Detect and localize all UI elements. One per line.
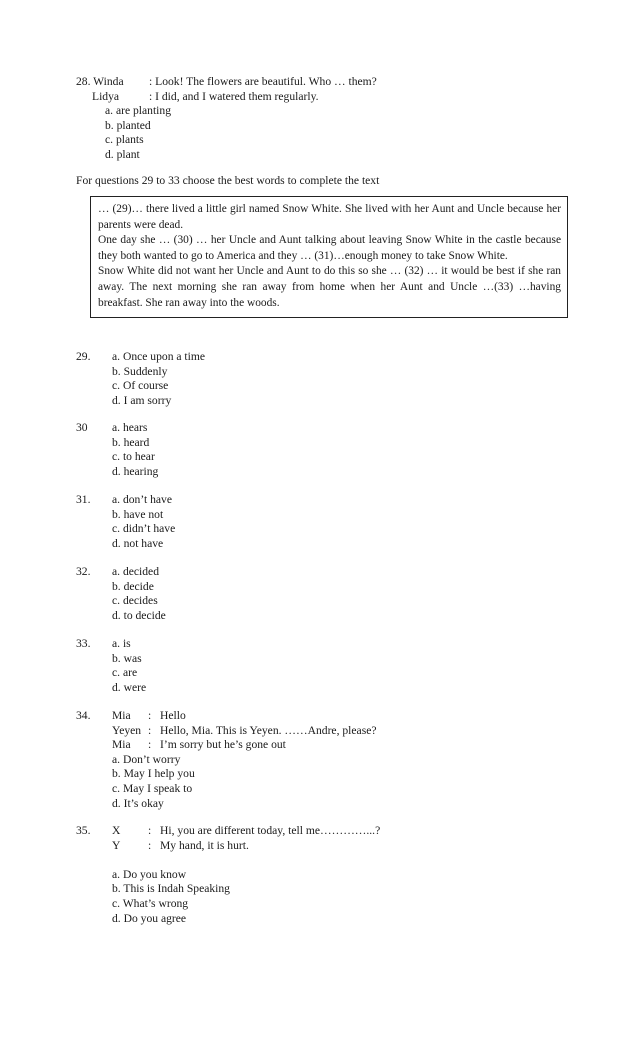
question-number: 31. (76, 493, 91, 506)
passage-paragraph: … (29)… there lived a little girl named Snow White. She lived with her Aunt and Uncle because her parents were dead. (98, 203, 561, 231)
dialogue-line: Y : My hand, it is hurt. (112, 838, 249, 852)
question-body (112, 709, 377, 811)
answer-options (112, 637, 146, 695)
dialogue-line (76, 75, 377, 90)
answer-option: b. was (112, 651, 142, 665)
speaker-name: Lidya (92, 89, 120, 103)
answer-options (112, 350, 205, 408)
question-28 (76, 75, 377, 163)
answer-option: d. not have (112, 536, 164, 550)
answer-options (112, 565, 166, 623)
answer-option: b. have not (112, 507, 164, 521)
spacer (112, 853, 380, 868)
answer-options (112, 493, 175, 551)
answer-option: b. planted (105, 118, 151, 132)
question-number: 32. (76, 565, 91, 578)
passage-paragraph: One day she … (30) … her Uncle and Aunt talking about leaving Snow White in the castle because they both wanted to go to America and they … (31)…enough money to take Snow White. (98, 234, 561, 262)
passage-paragraph: Snow White did not want her Uncle and Aunt to do this so she … (32) … it would be best if she ran away. The next morning she ran away from home when her Aunt and Uncle …(33) …having breakfast. She ran away into the woods. (98, 265, 561, 309)
answer-option: d. I am sorry (112, 393, 172, 407)
answer-option: c. decides (112, 594, 158, 608)
instruction-text: For questions 29 to 33 choose the best words to complete the text (76, 174, 380, 187)
answer-option: d. Do you agree (112, 911, 187, 925)
answer-option: d. hearing (112, 464, 159, 478)
question-number: 29. (76, 350, 91, 363)
answer-option: d. were (112, 680, 147, 694)
answer-options (112, 421, 158, 479)
question-number: 33. (76, 637, 91, 650)
dialogue-text: : Look! The flowers are beautiful. Who … them? (149, 75, 377, 88)
answer-option: b. This is Indah Speaking (112, 882, 230, 896)
answer-option: c. What’s wrong (112, 896, 189, 910)
dialogue-line: Mia : I’m sorry but he’s gone out (112, 738, 286, 752)
speaker-name: Mia (112, 709, 131, 722)
question-number: 34. (76, 709, 91, 722)
answer-option: c. plants (105, 133, 144, 147)
answer-option: d. to decide (112, 608, 166, 622)
answer-option: a. Don’t worry (112, 752, 181, 766)
speaker-name: 28. Winda (76, 75, 124, 88)
answer-option: a. are planting (105, 104, 171, 118)
answer-option: d. plant (105, 147, 140, 161)
dialogue-line: Mia : Hello (112, 709, 186, 722)
answer-option: b. May I help you (112, 767, 195, 781)
speaker-name: Yeyen (112, 723, 142, 737)
answer-option: c. May I speak to (112, 781, 193, 795)
dialogue-text: Hello, Mia. This is Yeyen. ……Andre, please? (160, 723, 377, 737)
answer-option: b. heard (112, 435, 150, 449)
dialogue-text: : I did, and I watered them regularly. (149, 89, 319, 103)
answer-option: a. is (112, 637, 131, 650)
dialogue-text: My hand, it is hurt. (160, 838, 249, 852)
dialogue-text: I’m sorry but he’s gone out (160, 738, 286, 752)
answer-option: c. are (112, 666, 138, 680)
answer-option: d. It’s okay (112, 796, 164, 810)
answer-option: a. Do you know (112, 867, 187, 881)
answer-option: a. decided (112, 565, 159, 578)
answer-option: a. hears (112, 421, 148, 434)
answer-option: c. to hear (112, 450, 155, 464)
speaker-name: Mia (112, 738, 131, 752)
dialogue-line: X : Hi, you are different today, tell me…………...? (112, 824, 381, 837)
answer-option: a. Once upon a time (112, 350, 206, 363)
dialogue-line: Yeyen : Hello, Mia. This is Yeyen. ……Andre, please? (112, 723, 377, 737)
speaker-name: X (112, 824, 121, 837)
answer-option: b. Suddenly (112, 364, 168, 378)
dialogue-text: Hi, you are different today, tell me…………...? (160, 824, 381, 837)
answer-options (76, 104, 377, 162)
answer-option: c. didn’t have (112, 522, 176, 536)
speaker-name: Y (112, 838, 121, 852)
passage-box (90, 196, 568, 318)
answer-option: a. don’t have (112, 493, 172, 506)
answer-option: b. decide (112, 579, 154, 593)
answer-option: c. Of course (112, 379, 169, 393)
dialogue-line (76, 90, 377, 105)
question-number: 35. (76, 824, 91, 837)
question-number: 30 (76, 421, 88, 434)
dialogue-text: Hello (160, 709, 186, 722)
question-body (112, 824, 380, 926)
